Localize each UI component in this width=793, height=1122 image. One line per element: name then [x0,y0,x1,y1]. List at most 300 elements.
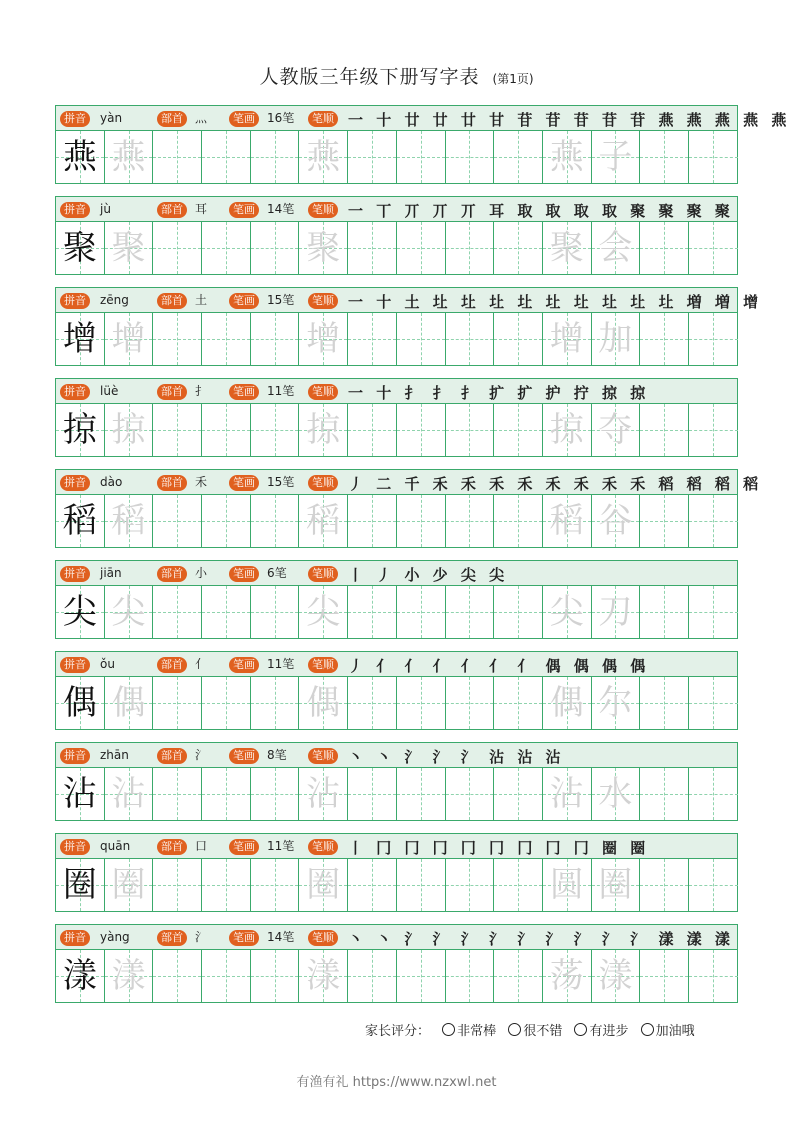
trace-character: 聚 [549,228,584,268]
practice-grid [56,677,737,729]
practice-cell[interactable] [494,768,543,820]
practice-cell[interactable] [640,222,689,274]
pinyin-tag: 拼音 [60,111,90,127]
practice-cell[interactable] [202,677,251,729]
trace-character: 燕 [306,137,341,177]
page-number: (第1页) [492,72,534,86]
practice-cell[interactable] [56,404,105,456]
practice-grid [56,768,737,820]
practice-cell[interactable] [494,950,543,1002]
page-title: 人教版三年级下册写字表 [259,66,480,88]
practice-cell[interactable] [299,768,348,820]
pinyin-tag: 拼音 [60,748,90,764]
trace-character: 增 [549,319,584,359]
practice-cell[interactable] [153,131,202,183]
pinyin-value: ǒu [100,657,115,671]
practice-grid [56,495,737,547]
practice-cell[interactable] [299,222,348,274]
practice-cell[interactable] [56,677,105,729]
stroke-count-value: 14笔 [267,930,295,944]
radio-circle-icon[interactable] [641,1023,654,1036]
practice-cell[interactable] [105,950,154,1002]
radical-value: 土 [195,293,208,307]
practice-cell[interactable] [446,313,495,365]
pinyin-tag: 拼音 [60,657,90,673]
trace-character: 荡 [549,956,584,996]
practice-cell[interactable] [640,404,689,456]
practice-cell[interactable] [592,313,641,365]
practice-cell[interactable] [446,950,495,1002]
trace-character: 燕 [111,137,146,177]
practice-cell[interactable] [105,677,154,729]
stroke-order-sequence: 一 丅 丌 丌 丌 耳 取 取 取 取 聚 聚 聚 聚 [348,202,734,220]
radical-tag: 部首 [157,566,187,582]
practice-cell[interactable] [494,677,543,729]
stroke-count-tag: 笔画 [229,657,259,673]
practice-cell[interactable] [689,495,738,547]
pinyin-value: zhān [100,748,129,762]
practice-cell[interactable] [397,768,446,820]
practice-cell[interactable] [348,586,397,638]
practice-cell[interactable] [640,859,689,911]
footer-watermark: 有渔有礼 https://www.nzxwl.net [296,1075,497,1090]
stroke-count-tag: 笔画 [229,930,259,946]
radical-tag: 部首 [157,202,187,218]
practice-cell[interactable] [397,131,446,183]
radical-tag: 部首 [157,475,187,491]
practice-cell[interactable] [543,222,592,274]
stroke-order-sequence: 一 十 扌 扌 扌 扩 扩 护 拧 掠 掠 [348,384,650,402]
trace-character: 夺 [598,410,633,450]
practice-cell[interactable] [689,586,738,638]
practice-cell[interactable] [543,404,592,456]
practice-cell[interactable] [446,859,495,911]
practice-grid [56,131,737,183]
practice-cell[interactable] [56,768,105,820]
trace-character: 稻 [111,501,146,541]
practice-cell[interactable] [299,950,348,1002]
practice-cell[interactable] [56,495,105,547]
practice-cell[interactable] [348,950,397,1002]
stroke-order-tag: 笔顺 [308,657,338,673]
practice-cell[interactable] [251,859,300,911]
practice-cell[interactable] [251,404,300,456]
stroke-order-sequence: 丨 丿 小 少 尖 尖 [348,566,509,584]
practice-cell[interactable] [299,131,348,183]
pinyin-tag: 拼音 [60,475,90,491]
info-bar [56,379,737,404]
trace-character: 偶 [549,683,584,723]
model-character: 尖 [62,592,97,632]
model-character: 燕 [62,137,97,177]
rating-option-2[interactable]: 很不错 [502,1020,562,1039]
trace-character: 偶 [306,683,341,723]
radical-value: 耳 [195,202,208,216]
info-bar [56,743,737,768]
practice-cell[interactable] [446,404,495,456]
pinyin-value: zēng [100,293,129,307]
practice-cell[interactable] [543,495,592,547]
practice-cell[interactable] [494,586,543,638]
character-block [55,287,763,366]
radical-value: 口 [195,839,208,853]
practice-cell[interactable] [592,495,641,547]
practice-cell[interactable] [153,313,202,365]
trace-character: 聚 [306,228,341,268]
stroke-order-sequence: 丨 冂 冂 冂 冂 冂 冂 冂 冂 圈 圈 [348,839,650,857]
practice-cell[interactable] [689,677,738,729]
trace-character: 尖 [111,592,146,632]
practice-cell[interactable] [446,222,495,274]
practice-cell[interactable] [446,768,495,820]
practice-cell[interactable] [348,677,397,729]
trace-character: 燕 [549,137,584,177]
trace-character: 偶 [111,683,146,723]
practice-cell[interactable] [105,404,154,456]
practice-cell[interactable] [348,404,397,456]
practice-cell[interactable] [202,859,251,911]
trace-character: 会 [598,228,633,268]
radical-tag: 部首 [157,930,187,946]
practice-cell[interactable] [543,859,592,911]
practice-grid [56,222,737,274]
practice-cell[interactable] [494,131,543,183]
practice-cell[interactable] [494,313,543,365]
trace-character: 圈 [111,865,146,905]
info-bar [56,197,737,222]
stroke-count-value: 16笔 [267,111,295,125]
stroke-order-sequence: 丿 亻 亻 亻 亻 亻 亻 偶 偶 偶 偶 [348,657,650,675]
practice-cell[interactable] [153,950,202,1002]
stroke-count-value: 14笔 [267,202,295,216]
radio-circle-icon[interactable] [442,1023,455,1036]
character-block [55,560,738,639]
practice-cell[interactable] [494,495,543,547]
radio-circle-icon[interactable] [574,1023,587,1036]
stroke-count-tag: 笔画 [229,475,259,491]
character-block [55,196,738,275]
trace-character: 漾 [306,956,341,996]
pinyin-value: jù [100,202,111,216]
trace-character: 聚 [111,228,146,268]
practice-cell[interactable] [299,859,348,911]
practice-cell[interactable] [153,586,202,638]
stroke-order-tag: 笔顺 [308,293,338,309]
pinyin-value: yàng [100,930,130,944]
trace-character: 圈 [598,865,633,905]
practice-cell[interactable] [543,586,592,638]
radical-value: 灬 [195,111,208,125]
character-block [55,742,738,821]
practice-cell[interactable] [202,313,251,365]
practice-cell[interactable] [397,859,446,911]
pinyin-tag: 拼音 [60,384,90,400]
trace-character: 增 [111,319,146,359]
rating-label: 家长评分： [365,1024,431,1039]
practice-grid [56,313,737,365]
pinyin-value: jiān [100,566,122,580]
practice-cell[interactable] [251,131,300,183]
trace-character: 漾 [598,956,633,996]
practice-grid [56,950,737,1002]
pinyin-tag: 拼音 [60,930,90,946]
practice-cell[interactable] [105,859,154,911]
practice-cell[interactable] [56,313,105,365]
practice-cell[interactable] [397,586,446,638]
pinyin-value: quān [100,839,131,853]
practice-cell[interactable] [153,495,202,547]
practice-cell[interactable] [397,404,446,456]
page-header [0,62,793,89]
radical-value: 氵 [195,930,208,944]
practice-cell[interactable] [202,404,251,456]
trace-character: 尔 [598,683,633,723]
stroke-order-tag: 笔顺 [308,748,338,764]
trace-character: 尖 [549,592,584,632]
practice-cell[interactable] [105,768,154,820]
practice-cell[interactable] [640,677,689,729]
stroke-count-tag: 笔画 [229,293,259,309]
practice-cell[interactable] [397,222,446,274]
practice-cell[interactable] [251,677,300,729]
practice-cell[interactable] [592,404,641,456]
practice-cell[interactable] [689,404,738,456]
trace-character: 掠 [306,410,341,450]
practice-cell[interactable] [153,404,202,456]
pinyin-tag: 拼音 [60,839,90,855]
practice-cell[interactable] [251,768,300,820]
practice-cell[interactable] [202,586,251,638]
practice-cell[interactable] [348,131,397,183]
practice-cell[interactable] [251,222,300,274]
practice-cell[interactable] [689,950,738,1002]
model-character: 增 [62,319,97,359]
practice-cell[interactable] [592,677,641,729]
practice-cell[interactable] [689,131,738,183]
radical-tag: 部首 [157,839,187,855]
practice-cell[interactable] [105,495,154,547]
info-bar [56,106,791,131]
practice-cell[interactable] [592,950,641,1002]
practice-cell[interactable] [348,222,397,274]
stroke-count-value: 11笔 [267,839,295,853]
practice-cell[interactable] [299,313,348,365]
stroke-count-value: 8笔 [267,748,287,762]
model-character: 稻 [62,501,97,541]
practice-cell[interactable] [592,131,641,183]
pinyin-value: dào [100,475,123,489]
trace-character: 沾 [111,774,146,814]
rating-option-1[interactable]: 非常棒 [436,1020,496,1039]
practice-cell[interactable] [543,131,592,183]
practice-grid [56,859,737,911]
info-bar [56,834,737,859]
stroke-count-tag: 笔画 [229,839,259,855]
practice-cell[interactable] [640,131,689,183]
practice-cell[interactable] [105,313,154,365]
stroke-order-sequence: 丶 丶 氵 氵 氵 沾 沾 沾 [348,748,565,766]
practice-cell[interactable] [251,586,300,638]
trace-character: 掠 [111,410,146,450]
model-character: 漾 [62,956,97,996]
character-block [55,378,738,457]
trace-character: 尖 [306,592,341,632]
stroke-order-sequence: 一 十 廿 廿 廿 甘 苷 苷 苷 苷 苷 燕 燕 燕 燕 燕 [348,111,791,129]
stroke-count-value: 6笔 [267,566,287,580]
practice-cell[interactable] [543,313,592,365]
stroke-count-tag: 笔画 [229,748,259,764]
model-character: 偶 [62,683,97,723]
practice-grid [56,404,737,456]
character-block [55,651,738,730]
practice-cell[interactable] [640,313,689,365]
practice-cell[interactable] [494,859,543,911]
practice-cell[interactable] [494,222,543,274]
trace-character: 稻 [549,501,584,541]
practice-cell[interactable] [153,768,202,820]
practice-cell[interactable] [543,768,592,820]
trace-character: 沾 [306,774,341,814]
practice-cell[interactable] [348,495,397,547]
radical-value: 亻 [195,657,208,671]
practice-cell[interactable] [446,131,495,183]
practice-cell[interactable] [202,222,251,274]
pinyin-tag: 拼音 [60,202,90,218]
practice-cell[interactable] [592,586,641,638]
practice-cell[interactable] [202,131,251,183]
practice-cell[interactable] [397,313,446,365]
info-bar [56,925,737,950]
character-block [55,469,763,548]
trace-character: 漾 [111,956,146,996]
practice-cell[interactable] [202,495,251,547]
stroke-count-value: 11笔 [267,657,295,671]
practice-cell[interactable] [689,859,738,911]
pinyin-tag: 拼音 [60,293,90,309]
practice-cell[interactable] [640,586,689,638]
radio-circle-icon[interactable] [508,1023,521,1036]
practice-cell[interactable] [56,586,105,638]
practice-cell[interactable] [689,768,738,820]
info-bar [56,561,737,586]
stroke-order-tag: 笔顺 [308,839,338,855]
stroke-count-tag: 笔画 [229,202,259,218]
practice-cell[interactable] [397,495,446,547]
stroke-order-tag: 笔顺 [308,566,338,582]
practice-cell[interactable] [348,313,397,365]
pinyin-value: yàn [100,111,123,125]
practice-cell[interactable] [251,313,300,365]
practice-cell[interactable] [592,859,641,911]
practice-cell[interactable] [202,950,251,1002]
practice-cell[interactable] [299,586,348,638]
stroke-order-sequence: 丶 丶 氵 氵 氵 氵 氵 氵 氵 氵 氵 漾 漾 漾 [348,930,734,948]
practice-cell[interactable] [446,677,495,729]
practice-cell[interactable] [592,222,641,274]
practice-cell[interactable] [299,677,348,729]
stroke-order-tag: 笔顺 [308,384,338,400]
trace-character: 谷 [598,501,633,541]
practice-cell[interactable] [153,222,202,274]
practice-cell[interactable] [640,495,689,547]
practice-cell[interactable] [446,495,495,547]
info-bar [56,470,763,495]
pinyin-tag: 拼音 [60,566,90,582]
practice-cell[interactable] [202,768,251,820]
practice-cell[interactable] [56,131,105,183]
stroke-order-tag: 笔顺 [308,111,338,127]
radical-tag: 部首 [157,111,187,127]
practice-cell[interactable] [56,222,105,274]
practice-cell[interactable] [640,950,689,1002]
trace-character: 水 [598,774,633,814]
rating-option-4[interactable]: 加油哦 [635,1020,695,1039]
stroke-count-value: 11笔 [267,384,295,398]
practice-cell[interactable] [153,859,202,911]
practice-cell[interactable] [397,950,446,1002]
trace-character: 刀 [598,592,633,632]
practice-cell[interactable] [640,768,689,820]
radical-value: 氵 [195,748,208,762]
practice-cell[interactable] [348,859,397,911]
parent-rating [365,1020,695,1039]
practice-cell[interactable] [105,131,154,183]
radical-tag: 部首 [157,293,187,309]
model-character: 掠 [62,410,97,450]
practice-cell[interactable] [299,495,348,547]
practice-cell[interactable] [153,677,202,729]
radical-value: 小 [195,566,208,580]
character-block [55,833,738,912]
trace-character: 子 [598,137,633,177]
stroke-count-value: 15笔 [267,293,295,307]
practice-cell[interactable] [299,404,348,456]
stroke-count-value: 15笔 [267,475,295,489]
practice-cell[interactable] [689,313,738,365]
practice-cell[interactable] [105,586,154,638]
radical-value: 扌 [195,384,208,398]
radical-value: 禾 [195,475,208,489]
practice-cell[interactable] [397,677,446,729]
stroke-count-tag: 笔画 [229,566,259,582]
stroke-order-sequence: 一 十 土 圵 圵 圵 圵 圵 圵 圵 圵 圵 増 増 增 [348,293,763,311]
trace-character: 掠 [549,410,584,450]
stroke-order-tag: 笔顺 [308,930,338,946]
stroke-count-tag: 笔画 [229,384,259,400]
practice-cell[interactable] [56,950,105,1002]
practice-cell[interactable] [446,586,495,638]
practice-cell[interactable] [251,495,300,547]
model-character: 沾 [62,774,97,814]
practice-cell[interactable] [543,950,592,1002]
practice-cell[interactable] [494,404,543,456]
model-character: 聚 [62,228,97,268]
practice-cell[interactable] [105,222,154,274]
info-bar [56,288,763,313]
model-character: 圈 [62,865,97,905]
practice-cell[interactable] [348,768,397,820]
practice-grid [56,586,737,638]
pinyin-value: lüè [100,384,119,398]
character-block [55,105,791,184]
character-block [55,924,738,1003]
practice-cell[interactable] [251,950,300,1002]
practice-cell[interactable] [543,677,592,729]
practice-cell[interactable] [56,859,105,911]
rating-option-3[interactable]: 有进步 [568,1020,628,1039]
practice-cell[interactable] [592,768,641,820]
practice-cell[interactable] [689,222,738,274]
